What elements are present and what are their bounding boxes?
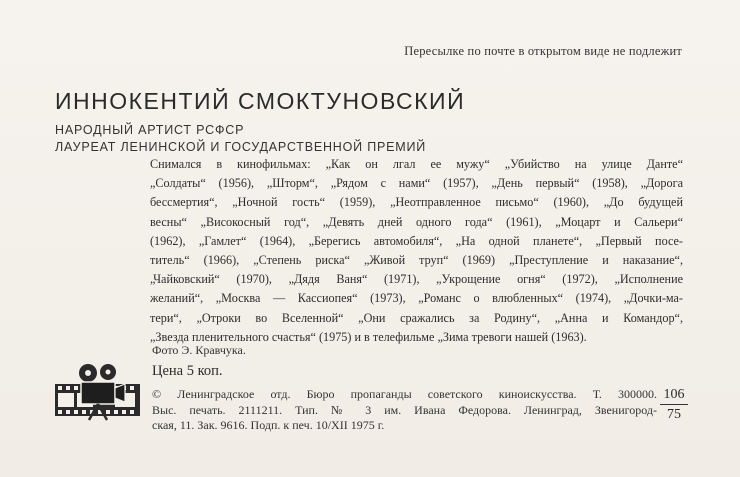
filmography-line: „Звезда пленительного счастья“ (1975) и в телефильме „Зима тревоги нашей (1963). (150, 329, 587, 344)
filmography-line: Снимался в кинофильмах: „Как он лгал ее мужу“ „Убийство на улице Данте“ (150, 157, 683, 171)
filmography-line: титель“ (1966), „Степень риска“ „Живой труп“ (1969) „Преступление и наказание“, (150, 253, 683, 268)
filmography-line: желаний“, „Москва — Кассиопея“ (1973), „Романс о влюбленных“ (1974), „Дочки-ма- (150, 291, 683, 306)
film-camera-with-film-strip-icon (55, 362, 140, 422)
filmography-line: (1962), „Гамлет“ (1964), „Берегись автомобиля“, „На одной планете“, „Первый посе- (150, 233, 683, 248)
title-line: ЛАУРЕАТ ЛЕНИНСКОЙ И ГОСУДАРСТВЕННОЙ ПРЕМИЙ (55, 140, 427, 154)
imprint-line: © Ленинградское отд. Бюро пропаганды советского киноискусства. Т. 300000. (152, 387, 657, 401)
postal-notice: Пересылке по почте в открытом виде не подлежит (404, 44, 682, 58)
title-line: НАРОДНЫЙ АРТИСТ РСФСР (55, 123, 245, 137)
print-code-denominator: 75 (667, 407, 681, 422)
filmography-line: тери“, „Отроки во Вселенной“ „Они сражались за Родину“, „Анна и Командор“, (150, 310, 683, 325)
price-label: Цена 5 коп. (152, 363, 223, 379)
honorary-titles (55, 122, 426, 156)
imprint-line: Выс. печать. 2111211. Тип. № 3 им. Ивана Федорова. Ленинград, Звенигород- (152, 402, 657, 417)
filmography-line: „Чайковский“ (1970), „Дядя Ваня“ (1971), „Укрощение огня“ (1972), „Исполнение (150, 272, 683, 287)
filmography-line: бессмертия“, „Ночной гость“ (1959), „Неотправленное письмо“ (1960), „До будущей (150, 195, 683, 210)
print-code-fraction (660, 387, 688, 423)
actor-name: ИННОКЕНТИЙ СМОКТУНОВСКИЙ (55, 88, 466, 114)
filmography-line: „Солдаты“ (1956), „Шторм“, „Рядом с нами“ (1957), „День первый“ (1958), „Дорога (150, 176, 683, 191)
photo-credit: Фото Э. Кравчука. (152, 343, 246, 357)
imprint (152, 387, 657, 434)
print-code-numerator: 106 (660, 387, 688, 405)
filmography-line: весны“ „Високосный год“, „Девять дней одного года“ (1961), „Моцарт и Сальери“ (150, 214, 683, 229)
imprint-line: ская, 11. Зак. 9616. Подп. к печ. 10/XII 1975 г. (152, 418, 385, 432)
filmography (150, 155, 683, 347)
